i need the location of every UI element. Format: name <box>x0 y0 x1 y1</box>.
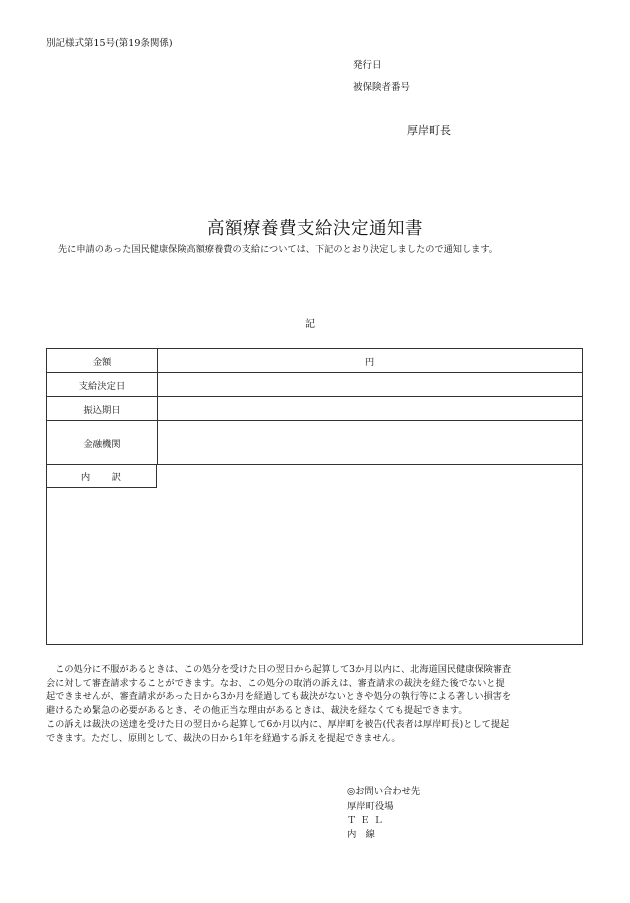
table-row-decision-date <box>47 373 582 397</box>
issue-date-label: 発行日 <box>353 60 382 71</box>
amount-label: 金額 <box>47 349 158 372</box>
contact-tel-label: ＴＥＬ <box>347 815 387 826</box>
issuer-name: 厚岸町長 <box>407 124 451 137</box>
transfer-date-label: 振込期日 <box>47 397 158 420</box>
notice-line: この処分に不服があるときは、この処分を受けた日の翌日から起算して3か月以内に、北海道国民健康保険審査 <box>46 664 512 675</box>
bank-label: 金融機関 <box>47 421 158 464</box>
appeal-notice-paragraph-2 <box>46 718 584 745</box>
notice-line: できます。ただし、原則として、裁決の日から1年を経過する訴えを提起できません。 <box>46 732 401 744</box>
notice-line: 会に対して審査請求することができます。なお、この処分の取消の訴えは、審査請求の裁決を経た後でないと提 <box>46 677 505 689</box>
transfer-date-value <box>157 397 582 420</box>
decision-date-value <box>157 373 582 396</box>
table-row-bank <box>47 421 582 465</box>
decision-table <box>46 348 583 645</box>
table-row-transfer-date <box>47 397 582 421</box>
intro-text: 先に申請のあった国民健康保険高額療養費の支給については、下記のとおり決定しましたので通知します。 <box>58 244 498 255</box>
decision-date-label: 支給決定日 <box>47 373 158 396</box>
ki-marker: 記 <box>305 319 315 330</box>
notice-line: 起できませんが、審査請求があった日から3か月を経過しても裁決がないときや処分の執行等による著しい損害を <box>46 691 512 702</box>
contact-office: 厚岸町役場 <box>347 801 394 812</box>
insured-number-label: 被保険者番号 <box>353 82 411 93</box>
amount-value: 円 <box>364 356 375 368</box>
notice-line: 避けるため緊急の必要があるとき、その他正当な理由があるときは、裁決を経なくても提起できます。 <box>46 704 468 716</box>
table-row-amount <box>47 349 582 373</box>
form-number: 別記様式第15号(第19条関係) <box>46 38 173 49</box>
contact-extension-label: 内 線 <box>347 829 375 840</box>
bank-value <box>157 421 582 464</box>
document-title: 高額療養費支給決定通知書 <box>207 219 423 239</box>
appeal-notice-paragraph-1 <box>46 663 584 717</box>
breakdown-label: 内 訳 <box>47 465 157 488</box>
contact-heading: ◎お問い合わせ先 <box>347 786 421 797</box>
notice-line: この訴えは裁決の送達を受けた日の翌日から起算して6か月以内に、厚岸町を被告(代表者は厚岸町長)として提起 <box>46 719 510 730</box>
